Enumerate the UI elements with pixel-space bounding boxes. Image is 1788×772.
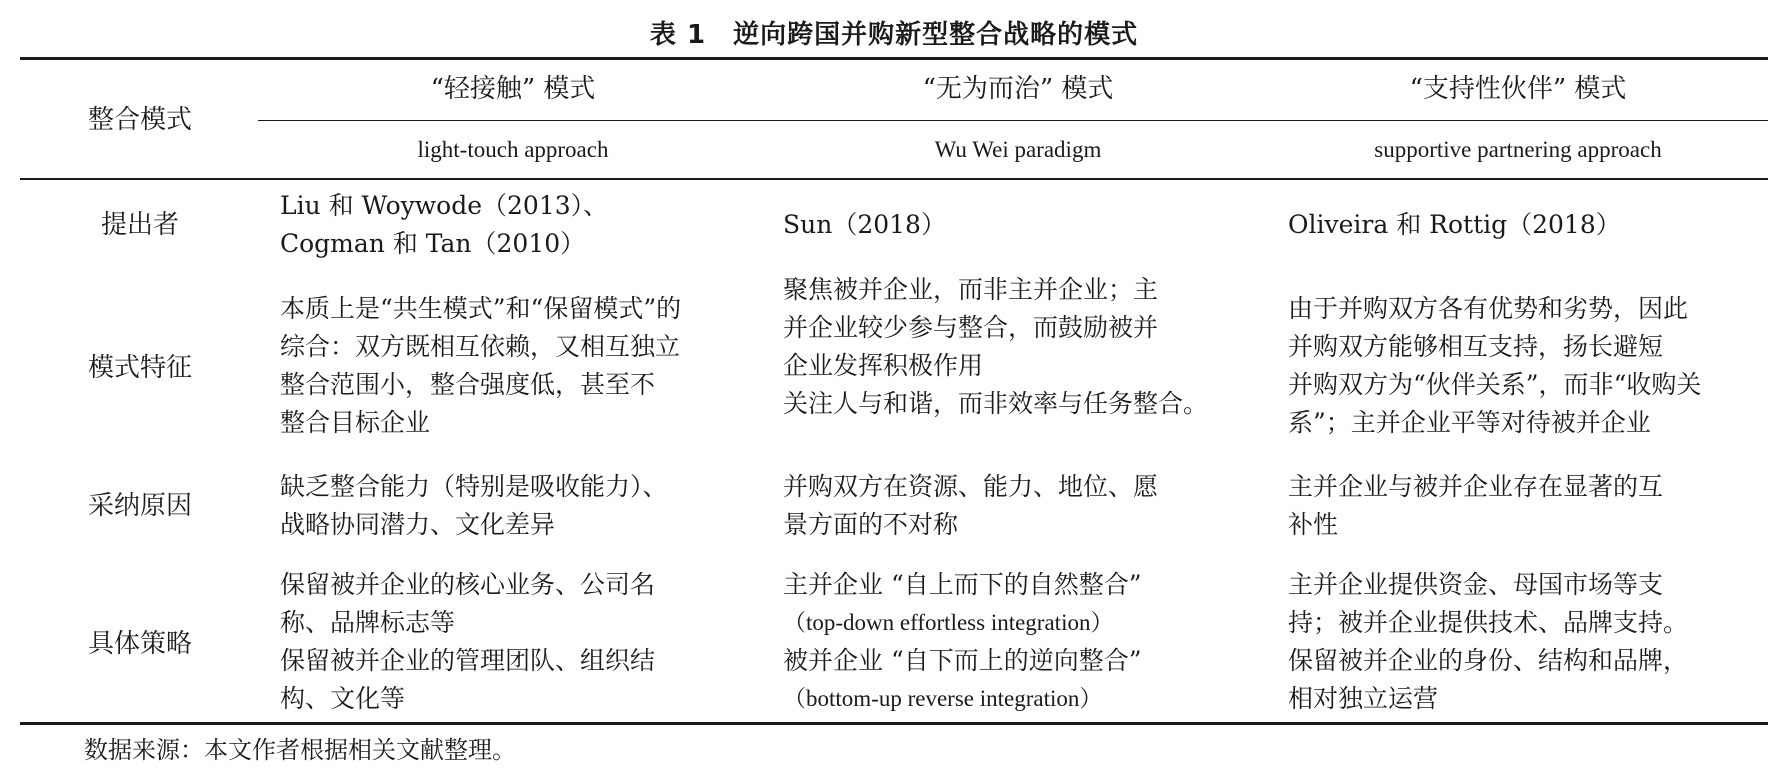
table-cell: 由于并购双方各有优势和劣势，因此 并购双方能够相互支持，扬长避短 并购双方为“伙伴关系”，而非“收购关 系”；主并企业平等对待被并企业	[1288, 294, 1702, 437]
table-cell: 主并企业提供资金、母国市场等支 持；被并企业提供技术、品牌支持。 保留被并企业的身份、结构和品牌， 相对独立运营	[1288, 570, 1689, 713]
column-header-light-touch: “轻接触” 模式	[430, 74, 596, 104]
column-header-supportive: “支持性伙伴” 模式	[1409, 74, 1627, 104]
table-cell: 保留被并企业的核心业务、公司名 称、品牌标志等 保留被并企业的管理团队、组织结 构、文化等	[280, 570, 656, 713]
table-top-rule	[20, 57, 1768, 60]
column-header-wu-wei-en: Wu Wei paradigm	[934, 137, 1102, 162]
column-header-light-touch-en: light-touch approach	[417, 137, 609, 162]
header-row-label: 整合模式	[87, 105, 192, 135]
header-sub-rule	[258, 120, 1768, 121]
table-cell: Oliveira 和 Rottig（2018）	[1288, 210, 1621, 239]
row-label-strategies: 具体策略	[87, 629, 192, 659]
table-bottom-rule	[20, 722, 1768, 725]
table-cell: Sun（2018）	[783, 210, 946, 239]
row-label-proposer: 提出者	[100, 210, 179, 240]
table-cell: 主并企业 “自上而下的自然整合” （top-down effortless integration） 被并企业 “自下而上的逆向整合” （bottom-up reverse integration）	[783, 570, 1142, 711]
column-header-supportive-en: supportive partnering approach	[1374, 137, 1662, 162]
column-header-wu-wei: “无为而治” 模式	[922, 74, 1114, 104]
table-source-note: 数据来源：本文作者根据相关文献整理。	[84, 736, 516, 764]
table-cell: 本质上是“共生模式”和“保留模式”的 综合：双方既相互依赖，又相互独立 整合范围小，整合强度低，甚至不 整合目标企业	[280, 294, 682, 437]
header-bottom-rule	[20, 178, 1768, 180]
row-label-features: 模式特征	[87, 353, 192, 383]
table-cell: 并购双方在资源、能力、地位、愿 景方面的不对称	[783, 472, 1159, 539]
table-cell: 缺乏整合能力（特别是吸收能力）、 战略协同潜力、文化差异	[280, 472, 668, 539]
row-label-reasons: 采纳原因	[87, 491, 192, 521]
table-cell: 聚焦被并企业，而非主并企业；主 并企业较少参与整合，而鼓励被并 企业发挥积极作用 关注人与和谐，而非效率与任务整合。	[783, 275, 1209, 418]
table-cell: Liu 和 Woywode（2013）、 Cogman 和 Tan（2010）	[280, 191, 609, 258]
table-cell: 主并企业与被并企业存在显著的互 补性	[1288, 472, 1664, 539]
table-caption: 表 1 逆向跨国并购新型整合战略的模式	[649, 20, 1139, 50]
